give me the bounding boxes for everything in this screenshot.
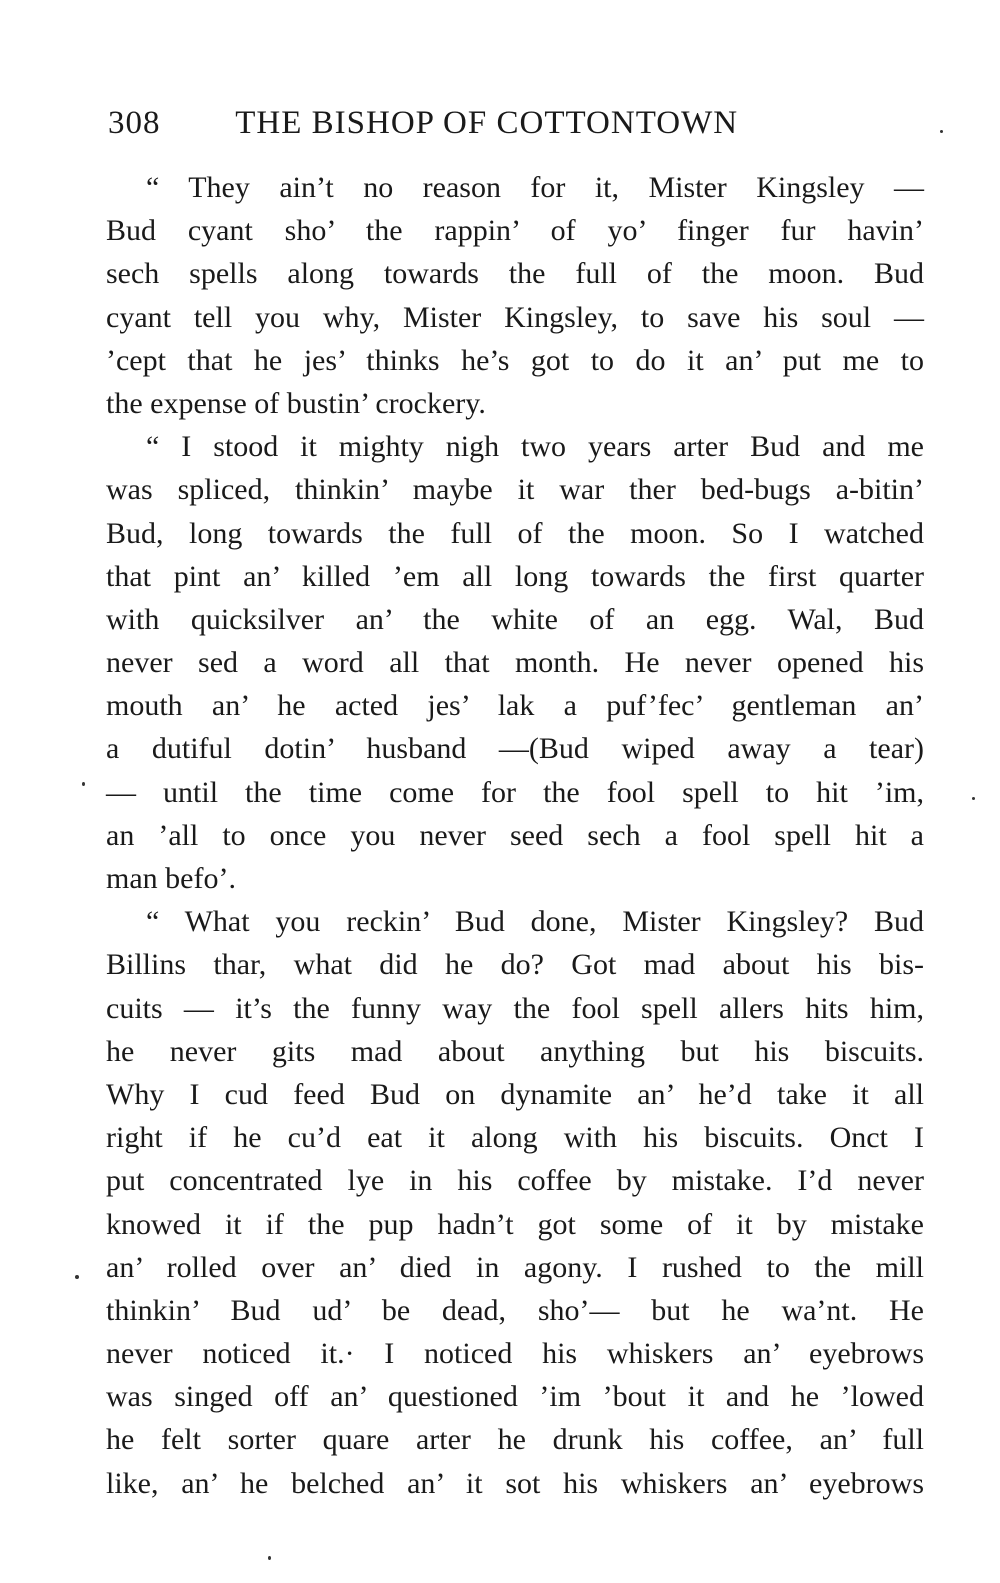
- scan-speck: [972, 797, 975, 800]
- text-line: “ What you reckin’ Bud done, Mister Kingsley? Bud: [146, 905, 924, 939]
- text-line: right if he cu’d eat it along with his biscuits. Onct I: [106, 1121, 924, 1155]
- text-line: ’cept that he jes’ thinks he’s got to do it an’ put me to: [106, 343, 924, 377]
- text-line: cuits — it’s the funny way the fool spell allers hits him,: [106, 991, 924, 1025]
- text-line: was spliced, thinkin’ maybe it war ther bed-bugs a-bitin’: [106, 473, 924, 507]
- text-line: a dutiful dotin’ husband —(Bud wiped away a tear): [106, 732, 924, 766]
- text-line: an ’all to once you never seed sech a fool spell hit a: [106, 818, 924, 852]
- text-line: with quicksilver an’ the white of an egg. Wal, Bud: [106, 602, 924, 636]
- text-line: an’ rolled over an’ died in agony. I rushed to the mill: [106, 1250, 924, 1284]
- text-line: that pint an’ killed ’em all long towards the first quarter: [106, 559, 924, 593]
- text-line: “ They ain’t no reason for it, Mister Kingsley —: [146, 171, 924, 204]
- text-line: Billins thar, what did he do? Got mad about his bis-: [106, 948, 924, 982]
- text-line: — until the time come for the fool spell to hit ’im,: [106, 775, 924, 809]
- text-line: never noticed it.· I noticed his whiskers an’ eyebrows: [106, 1337, 924, 1371]
- text-line: Why I cud feed Bud on dynamite an’ he’d take it all: [106, 1077, 924, 1111]
- text-line: man befo’.: [106, 862, 236, 895]
- text-line: the expense of bustin’ crockery.: [106, 386, 486, 420]
- scan-speck: [82, 782, 85, 786]
- scan-speck: [940, 130, 943, 133]
- text-line: sech spells along towards the full of the moon. Bud: [106, 257, 924, 291]
- running-title: THE BISHOP OF COTTONTOWN: [235, 105, 739, 141]
- text-line: “ I stood it mighty nigh two years arter Bud and me: [146, 430, 924, 464]
- text-line: Bud, long towards the full of the moon. So I watched: [106, 516, 924, 550]
- text-line: knowed it if the pup hadn’t got some of it by mistake: [106, 1207, 924, 1241]
- body-text: [106, 166, 924, 1505]
- text-line: he never gits mad about anything but his biscuits.: [106, 1034, 924, 1068]
- scan-speck: [268, 1556, 271, 1560]
- text-line: he felt sorter quare arter he drunk his coffee, an’ full: [106, 1423, 924, 1457]
- text-line: thinkin’ Bud ud’ be dead, sho’— but he wa’nt. He: [106, 1293, 924, 1327]
- page-number: 308: [108, 105, 161, 141]
- text-line: was singed off an’ questioned ’im ’bout it and he ’lowed: [106, 1380, 924, 1414]
- text-line: cyant tell you why, Mister Kingsley, to save his soul —: [106, 300, 924, 334]
- running-head: [108, 100, 928, 146]
- text-line: mouth an’ he acted jes’ lak a puf’fec’ gentleman an’: [106, 689, 924, 723]
- text-line: Bud cyant sho’ the rappin’ of yo’ finger fur havin’: [106, 214, 924, 248]
- text-line: never sed a word all that month. He never opened his: [106, 646, 924, 680]
- scan-speck: [75, 1275, 79, 1279]
- text-line: put concentrated lye in his coffee by mistake. I’d never: [106, 1164, 924, 1198]
- text-line: like, an’ he belched an’ it sot his whiskers an’ eyebrows: [106, 1466, 924, 1500]
